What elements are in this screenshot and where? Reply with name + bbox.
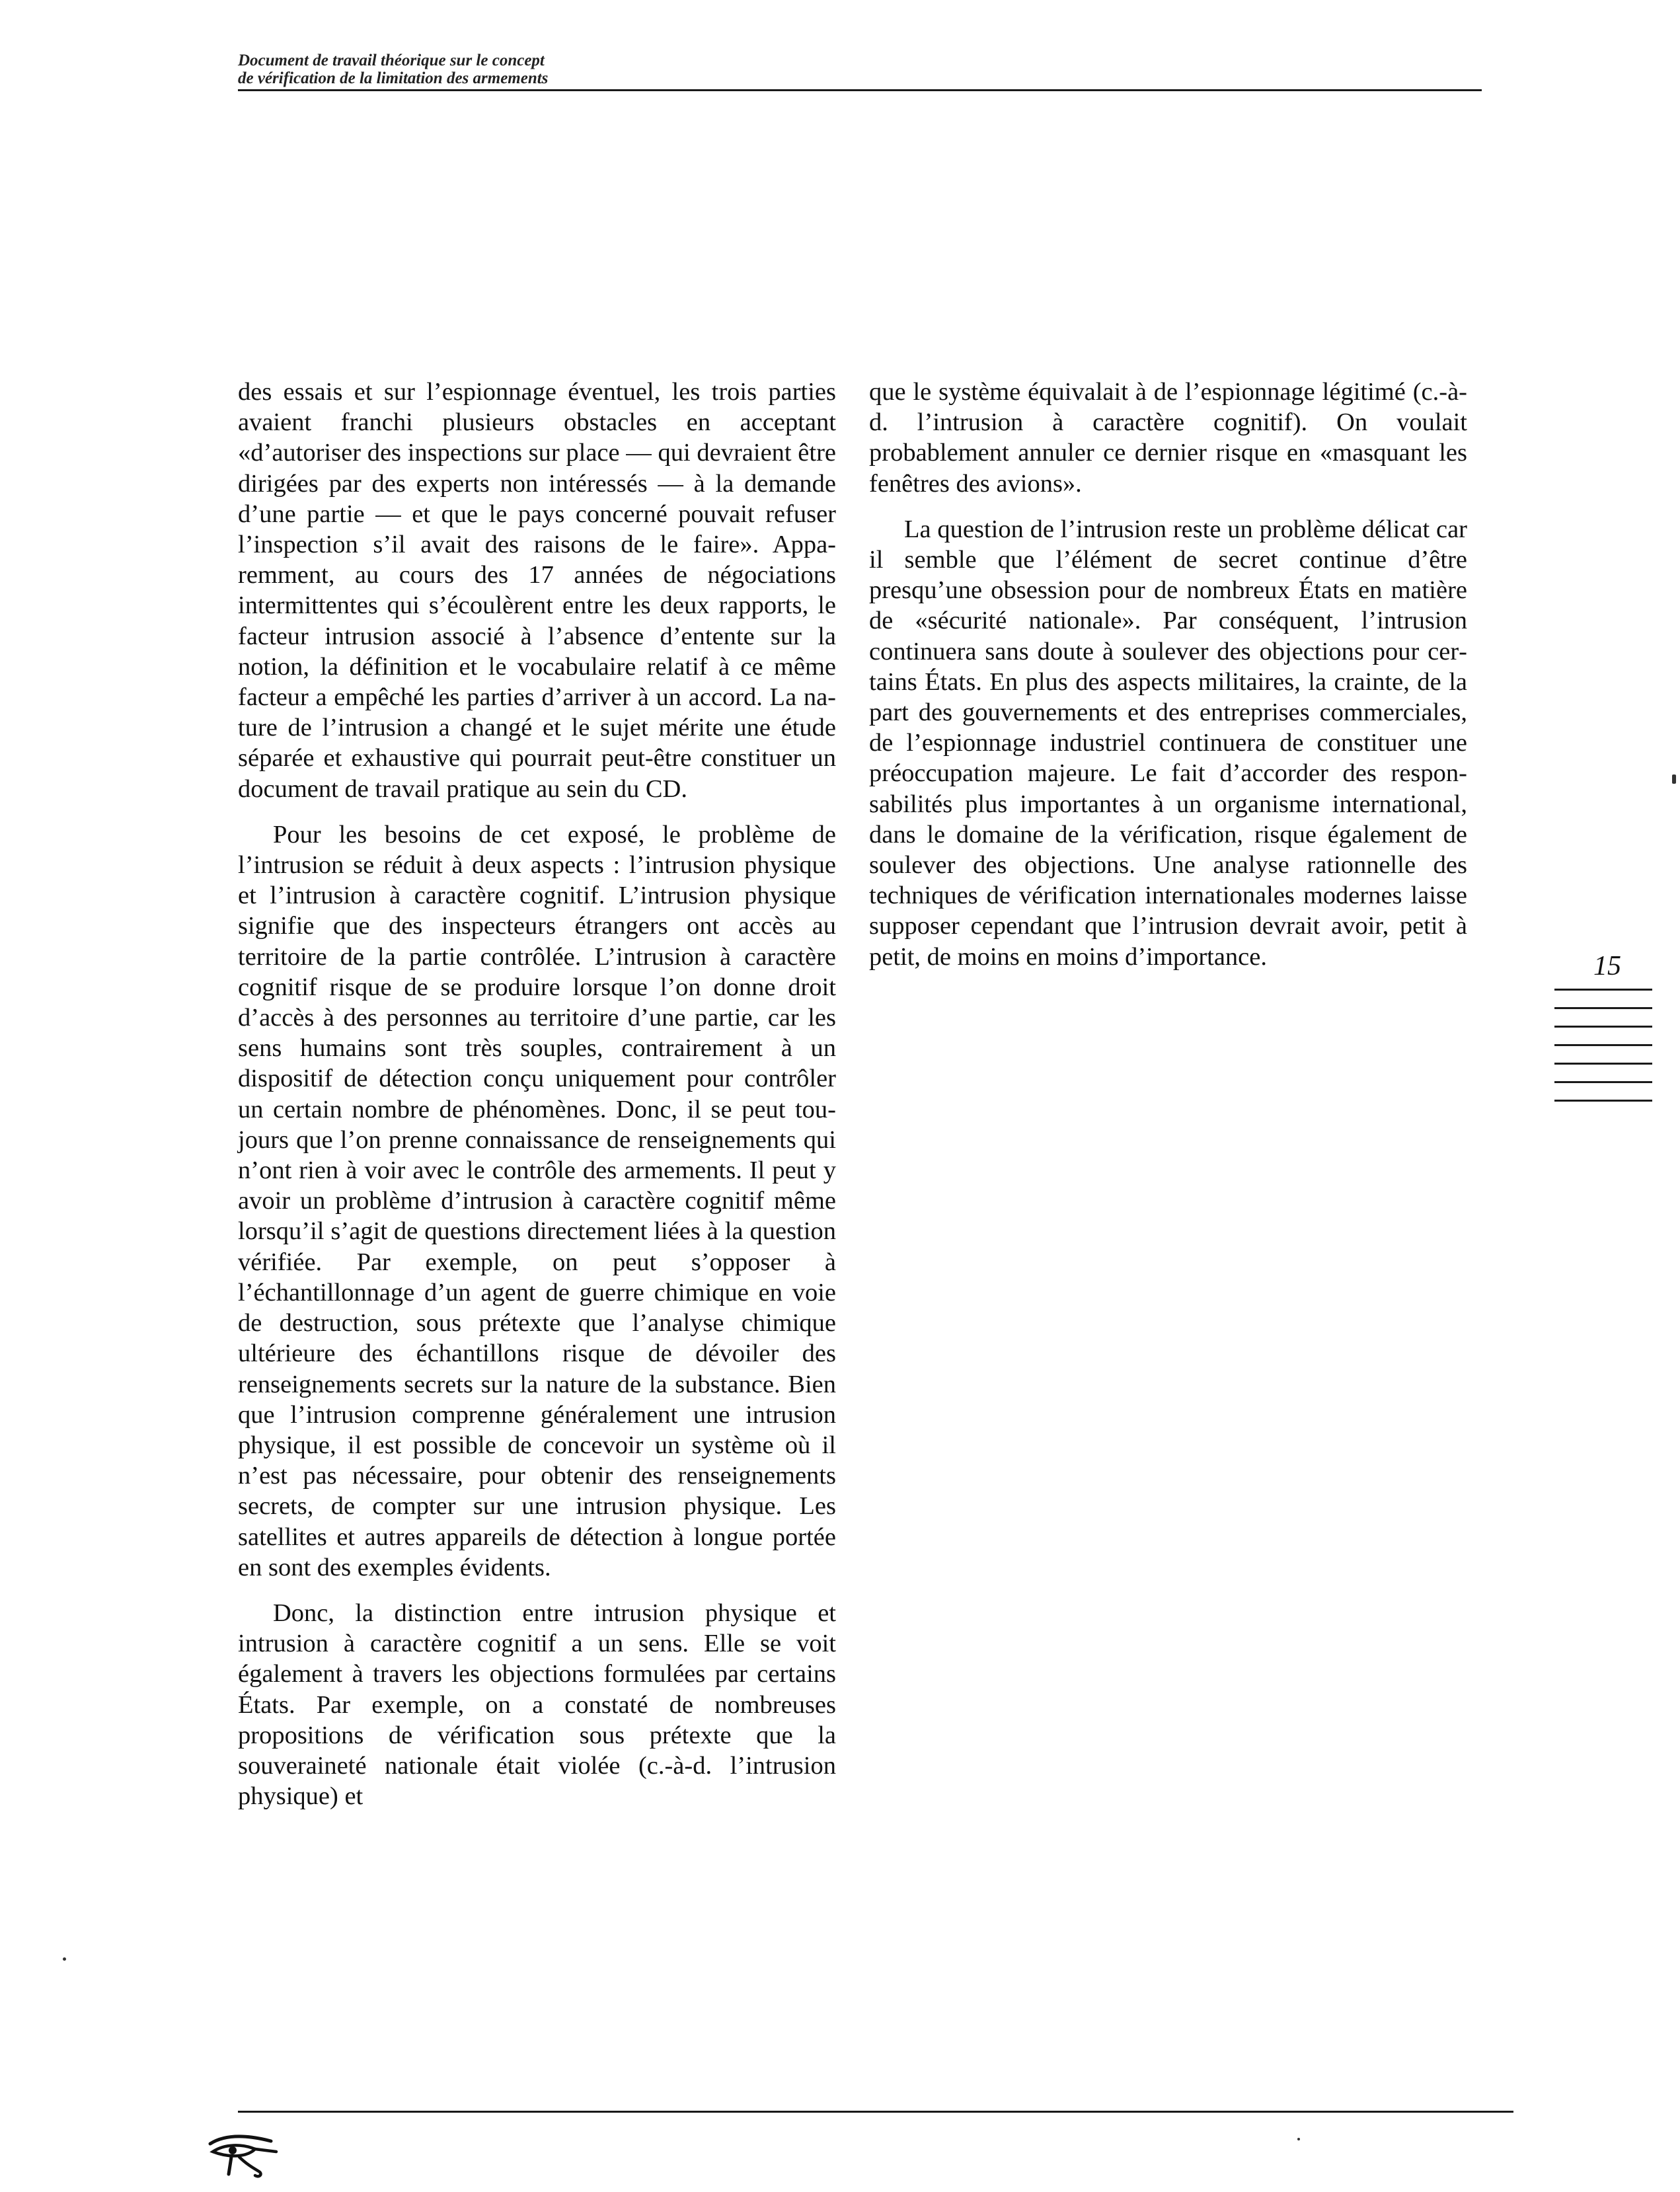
page-number: 15 [1593, 951, 1621, 981]
running-header [238, 52, 1480, 87]
margin-rules [1554, 989, 1652, 1118]
margin-rule [1554, 989, 1652, 991]
running-header-line-1: Document de travail théorique sur le concept [238, 52, 545, 69]
margin-rule [1554, 1081, 1652, 1083]
eye-of-horus-logo-icon [206, 2133, 280, 2181]
margin-rule [1554, 1044, 1652, 1046]
right-column [869, 377, 1467, 987]
running-header-line-2: de vérification de la limitation des armements [238, 69, 549, 87]
header-rule [238, 89, 1482, 91]
paragraph: des essais et sur l’espionnage éventuel, les trois parties avaient franchi plusieurs obstacles en acceptant «d’autoriser des inspections sur place — qui devraient être dirigées par des experts non intéressés — à la demande d’une partie — et que le pays concerné pouvait refuser l’inspection s’il avait des raisons de le faire». Apparemment, au cours des 17 années de négociations intermittentes qui s’écoulèrent entre les deux rapports, le facteur intrusion associé à l’absence d’entente sur la notion, la définition et le vocabulaire relatif à ce même facteur a empêché les parties d’arriver à un accord. La nature de l’intrusion a changé et le sujet mérite une étude séparée et exhaustive qui pourrait peut-être constituer un document de travail pratique au sein du CD. [238, 378, 836, 803]
scan-speck [1297, 2138, 1300, 2140]
paragraph: Pour les besoins de cet exposé, le problème de l’intrusion se réduit à deux aspects : l’intrusion physique et l’intrusion à caractère cognitif. L’intrusion physique signifie que des inspecteurs étrangers ont accès au territoire de la partie contrôlée. L’intrusion à caractère cognitif risque de se produire lorsque l’on donne droit d’accès à des personnes au territoire d’une partie, car les sens humains sont très souples, contrairement à un dispositif de détection conçu uniquement pour contrôler un certain nombre de phénomènes. Donc, il se peut toujours que l’on prenne connaissance de renseignements qui n’ont rien à voir avec le contrôle des armements. Il peut y avoir un problème d’intrusion à caractère cognitif même lorsqu’il s’agit de questions directement liées à la question vérifiée. Par exemple, on peut s’opposer à l’échantillonnage d’un agent de guerre chimique en voie de destruction, sous prétexte que l’analyse chimique ultérieure des échantillons risque de dévoiler des renseignements secrets sur la nature de la substance. Bien que l’intrusion comprenne généralement une intrusion physique, il est possible de concevoir un système où il n’est pas nécessaire, pour obtenir des renseignements secrets, de compter sur une intrusion physique. Les satellites et autres appareils de détection à longue portée en sont des exemples évidents. [238, 820, 836, 1581]
margin-rule [1554, 1007, 1652, 1009]
paragraph: La question de l’intrusion reste un problème délicat car il semble que l’élément de secret continue d’être presqu’une obsession pour de nombreux États en matière de «sécurité nationale». Par conséquent, l’intrusion continuera sans doute à soulever des objections pour certains États. En plus des aspects militaires, la crainte, de la part des gouvernements et des entreprises commerciales, de l’espionnage industriel continuera de constituer une préoccupation majeure. Le fait d’accorder des responsabilités plus importantes à un organisme international, dans le domaine de la vérification, risque également de soulever des objections. Une analyse rationnelle des techniques de vérification internationales modernes laisse supposer cependant que l’intrusion devrait avoir, petit à petit, de moins en moins d’importance. [869, 515, 1467, 971]
paragraph: Donc, la distinction entre intrusion physique et intrusion à caractère cognitif a un sens. Elle se voit également à travers les objections formulées par certains États. Par exemple, on a constaté de nombreuses propositions de vérification sous prétexte que la souveraineté nationale était violée (c.-à-d. l’intrusion physique) et [238, 1599, 836, 1811]
scan-speck [1672, 775, 1676, 784]
margin-rule [1554, 1026, 1652, 1028]
margin-rule [1554, 1063, 1652, 1065]
scan-speck [63, 1957, 66, 1961]
footer-rule [238, 2111, 1513, 2113]
paragraph: que le système équivalait à de l’espionnage légitimé (c.-à-d. l’intrusion à caractère cognitif). On voulait probablement annuler ce dernier risque en «masquant les fenêtres des avions». [869, 378, 1467, 498]
left-column [238, 377, 836, 1827]
margin-rule [1554, 1100, 1652, 1102]
